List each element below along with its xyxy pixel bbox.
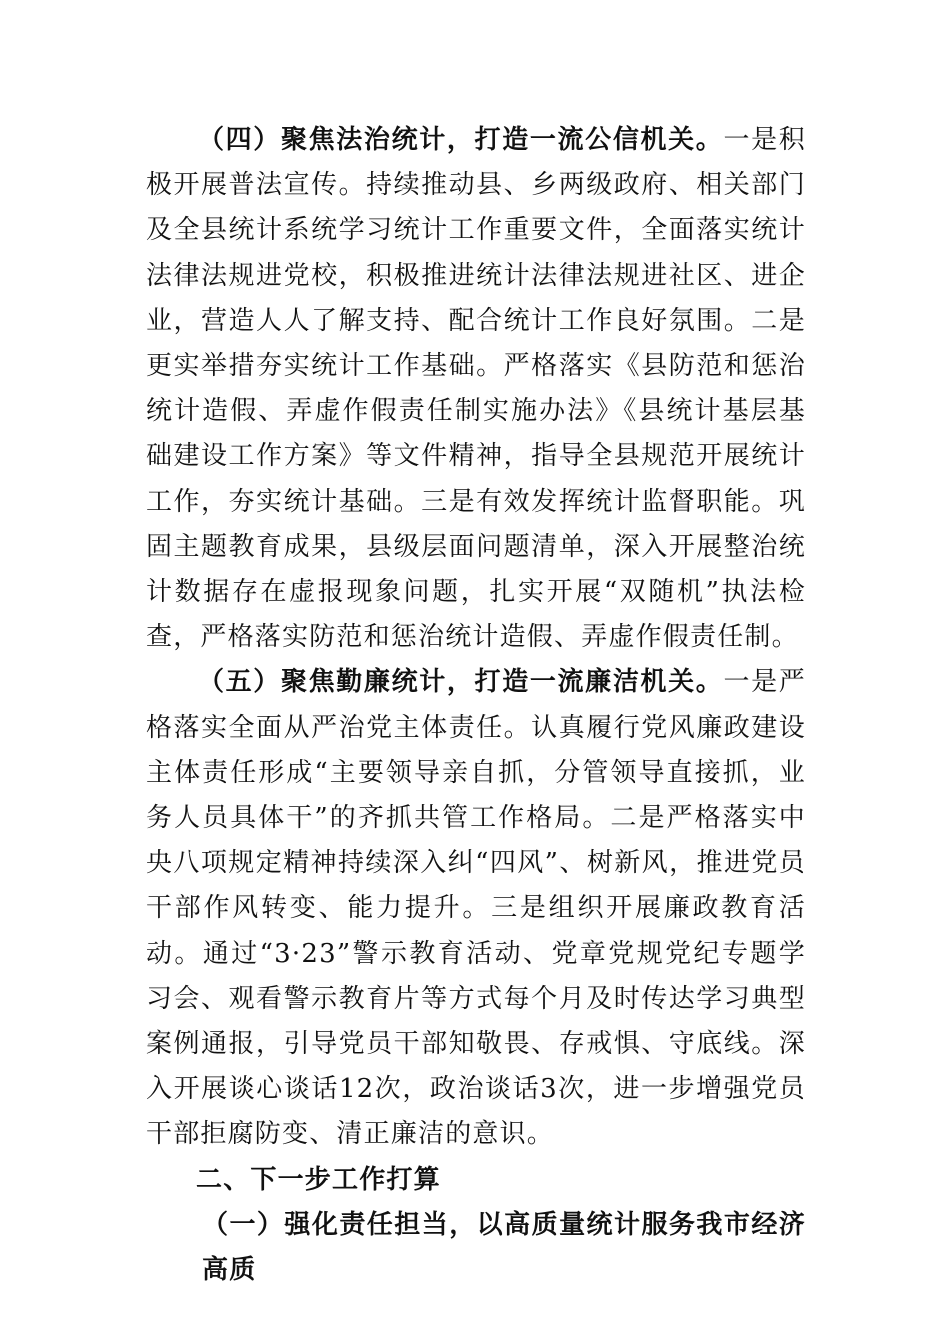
- section-heading-next-steps: 二、下一步工作打算: [196, 1164, 441, 1195]
- paragraph-lead-rule-of-law: （四）聚焦法治统计，打造一流公信机关。: [198, 125, 724, 155]
- paragraph-lead-integrity: （五）聚焦勤廉统计，打造一流廉洁机关。: [198, 667, 724, 698]
- paragraph-text-integrity: 一是严格落实全面从严治党主体责任。认真履行党风廉政建设主体责任形成“主要领导亲自抓，分管领导直接抓，业务人员具体干”的齐抓共管工作格局。二是严格落实中央八项规定精神持续深入纠“四风”、树新风，推进党员干部作风转变、能力提升。三是组织开展廉政教育活动。通过“3·23”警示教育活动、党章党规党纪专题学习会、观看警示教育片等方式每个月及时传达学习典型案例通报，引导党员干部知敬畏、存戒惧、守底线。深入开展谈心谈话12次，政治谈话3次，进一步增强党员干部拒腐防变、清正廉洁的意识。: [146, 667, 806, 1150]
- subheading-responsibility: （一）强化责任担当，以高质量统计服务我市经济高质: [202, 1209, 806, 1286]
- paragraph-text-rule-of-law: 一是积极开展普法宣传。持续推动县、乡两级政府、相关部门及全县统计系统学习统计工作重要文件，全面落实统计法律法规进党校，积极推进统计法律法规进社区、进企业，营造人人了解支持、配合统计工作良好氛围。二是更实举措夯实统计工作基础。严格落实《县防范和惩治统计造假、弄虚作假责任制实施办法》《县统计基层基础建设工作方案》等文件精神，指导全县规范开展统计工作，夯实统计基础。三是有效发挥统计监督职能。巩固主题教育成果，县级层面问题清单，深入开展整治统计数据存在虚报现象问题，扎实开展“双随机”执法检查，严格落实防范和惩治统计造假、弄虚作假责任制。: [146, 125, 806, 653]
- paragraph-integrity-statistics: [146, 660, 806, 1157]
- paragraph-rule-of-law-statistics: [146, 118, 806, 660]
- document-body: [146, 118, 806, 1293]
